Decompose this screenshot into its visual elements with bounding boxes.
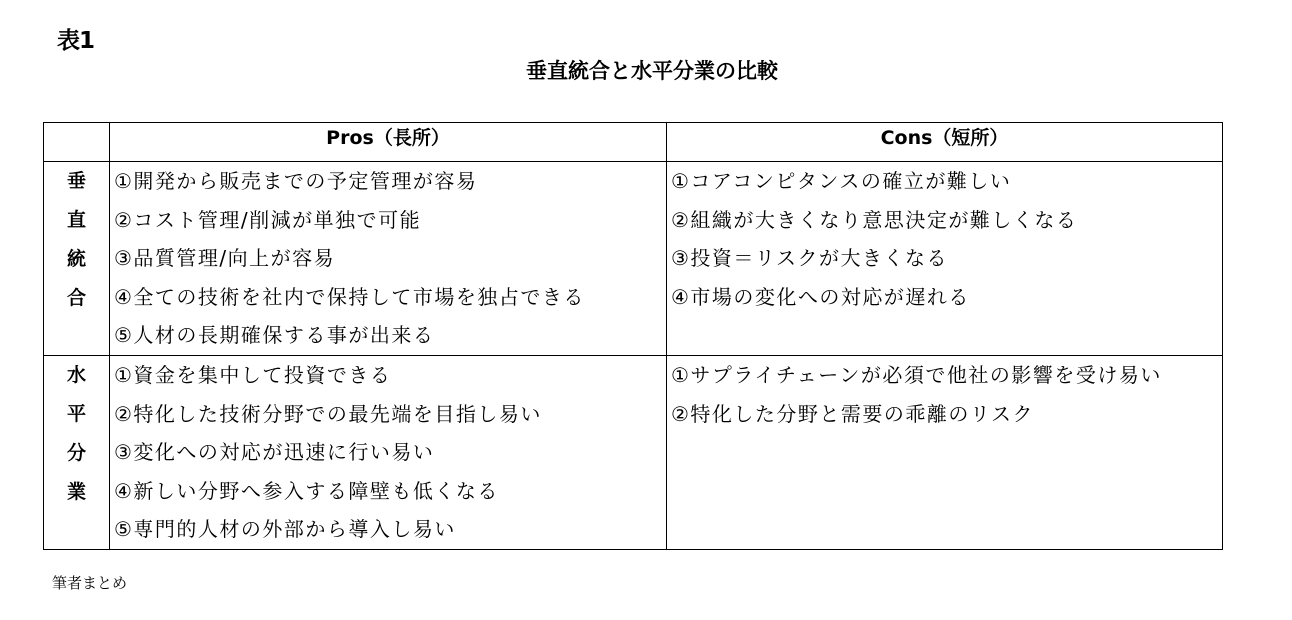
- list-item: ②コスト管理/削減が単独で可能: [114, 207, 422, 232]
- list-item: ①サプライチェーンが必須で他社の影響を受け易い: [671, 362, 1162, 387]
- corner-cell: [44, 123, 110, 162]
- row-header-char: 垂: [66, 170, 86, 192]
- row-header-char: 業: [66, 480, 86, 503]
- pros-header: Pros（長所）: [110, 123, 667, 162]
- table-row: [44, 355, 1223, 549]
- cons-cell: [667, 355, 1223, 549]
- row-header-char: 水: [66, 363, 86, 386]
- list-item: ⑤人材の長期確保する事が出来る: [114, 323, 435, 348]
- row-header-vertical: [44, 162, 110, 356]
- row-header-char: 分: [66, 441, 86, 464]
- row-header-char: 統: [66, 248, 86, 270]
- list-item: ⑤専門的人材の外部から導入し易い: [114, 517, 456, 542]
- pros-cell: [110, 355, 667, 549]
- table-title: 垂直統合と水平分業の比較: [526, 59, 778, 83]
- list-item: ④全ての技術を社内で保持して市場を独占できる: [114, 284, 585, 309]
- table-label: 表1: [57, 28, 95, 54]
- list-item: ④市場の変化への対応が遅れる: [671, 284, 970, 309]
- source-note: 筆者まとめ: [52, 574, 128, 592]
- list-item: ③品質管理/向上が容易: [114, 246, 336, 271]
- table-row: [44, 162, 1223, 356]
- list-item: ③投資＝リスクが大きくなる: [671, 246, 949, 271]
- list-item: ②特化した技術分野での最先端を目指し易い: [114, 401, 542, 426]
- row-header-horizontal: [44, 355, 110, 549]
- pros-cell: [110, 162, 667, 356]
- list-item: ①コアコンピタンスの確立が難しい: [671, 169, 1012, 193]
- list-item: ④新しい分野へ参入する障壁も低くなる: [114, 478, 499, 503]
- row-header-char: 合: [66, 287, 86, 309]
- list-item: ②特化した分野と需要の乖離のリスク: [671, 401, 1035, 426]
- cons-cell: [667, 162, 1223, 356]
- comparison-table: [43, 122, 1223, 550]
- cons-header: Cons（短所）: [667, 123, 1223, 162]
- row-header-char: 平: [66, 402, 86, 425]
- row-header-char: 直: [66, 209, 86, 231]
- list-item: ①開発から販売までの予定管理が容易: [114, 169, 478, 193]
- list-item: ①資金を集中して投資できる: [114, 362, 392, 387]
- header-row: [44, 123, 1223, 162]
- list-item: ③変化への対応が迅速に行い易い: [114, 440, 435, 465]
- list-item: ②組織が大きくなり意思決定が難しくなる: [671, 207, 1078, 232]
